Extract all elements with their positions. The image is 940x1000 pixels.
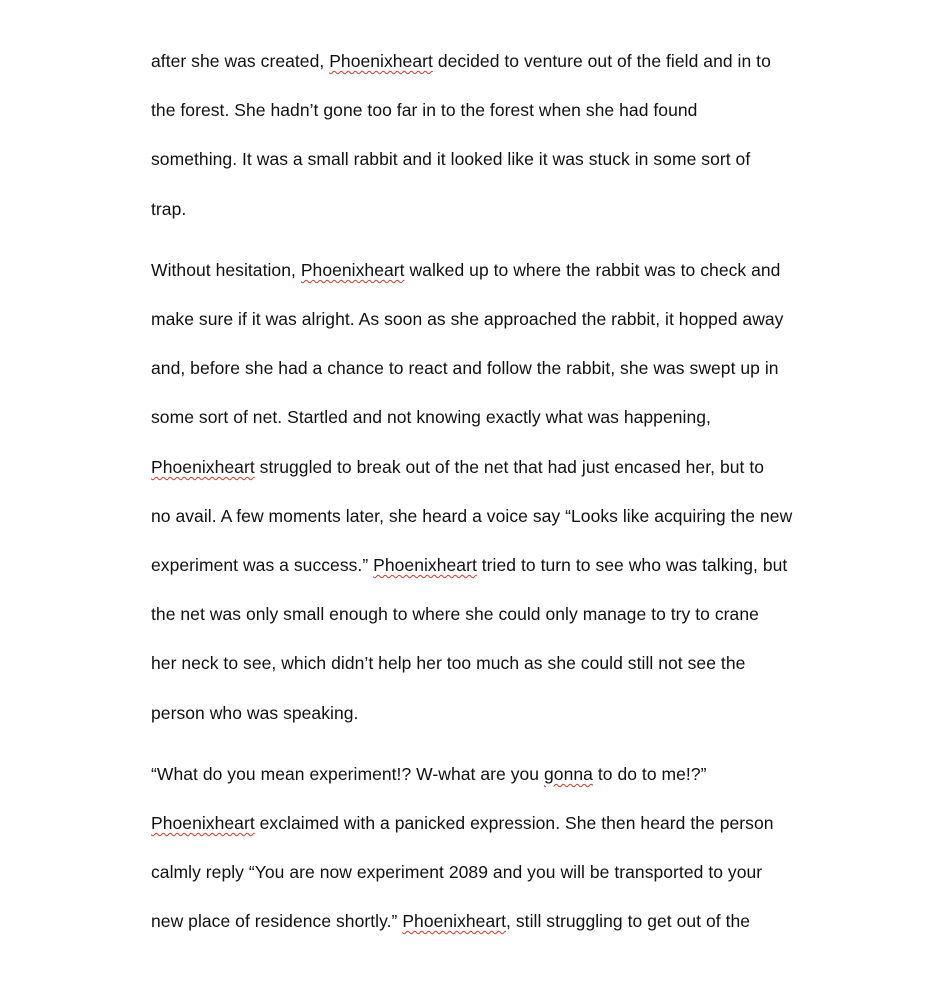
text-segment: walked up to where the rabbit was to check and [404, 260, 781, 280]
text-segment: her neck to see, which didn’t help her too much as she could still not see the [151, 653, 746, 673]
spellcheck-flagged-word: Phoenixheart [373, 555, 477, 575]
paragraph-2-line-4 [151, 406, 711, 428]
text-segment: , still struggling to get out of the [506, 911, 751, 931]
text-segment: calmly reply “You are now experiment 2089 and you will be transported to your [151, 862, 763, 882]
text-segment: person who was speaking. [151, 703, 359, 723]
text-segment: trap. [151, 199, 187, 219]
paragraph-2-line-10 [151, 702, 358, 724]
text-segment: the net was only small enough to where she could only manage to try to crane [151, 604, 759, 624]
paragraph-2-line-3 [151, 357, 779, 379]
paragraph-2-line-5 [151, 456, 764, 478]
text-segment: experiment was a success.” [151, 555, 374, 575]
text-segment: “What do you mean experiment!? W-what are you [151, 764, 544, 784]
spellcheck-flagged-word: Phoenixheart [151, 457, 255, 477]
text-segment: decided to venture out of the field and in to [432, 51, 771, 71]
paragraph-2-line-9 [151, 652, 745, 674]
paragraph-3-line-3 [151, 861, 762, 883]
text-segment: something. It was a small rabbit and it looked like it was stuck in some sort of [151, 149, 751, 169]
paragraph-1-line-4 [151, 198, 186, 220]
text-segment: struggled to break out of the net that had just encased her, but to [254, 457, 765, 477]
text-segment: tried to turn to see who was talking, but [476, 555, 788, 575]
text-segment: after she was created, [151, 51, 330, 71]
paragraph-3-line-1 [151, 763, 707, 785]
text-segment: the forest. She hadn’t gone too far in to the forest when she had found [151, 100, 698, 120]
spellcheck-flagged-word: Phoenixheart [329, 51, 433, 71]
spellcheck-flagged-word: gonna [544, 764, 593, 784]
spellcheck-flagged-word: Phoenixheart [300, 260, 405, 280]
text-segment: new place of residence shortly.” [151, 911, 403, 931]
text-segment: Without hesitation, [151, 260, 301, 280]
paragraph-1-line-1 [151, 50, 771, 72]
spellcheck-flagged-word: Phoenixheart [151, 813, 255, 833]
paragraph-2-line-1 [151, 259, 780, 281]
paragraph-2-line-7 [151, 554, 787, 576]
paragraph-3-line-4 [151, 910, 750, 932]
paragraph-2-line-6 [151, 505, 792, 527]
text-segment: to do to me!?” [592, 764, 707, 784]
text-segment: some sort of net. Startled and not knowing exactly what was happening, [151, 407, 711, 427]
paragraph-1-line-3 [151, 148, 750, 170]
text-segment: no avail. A few moments later, she heard a voice say “Looks like acquiring the new [151, 506, 793, 526]
paragraph-2-line-8 [151, 603, 759, 625]
text-segment: and, before she had a chance to react and follow the rabbit, she was swept up in [151, 358, 779, 378]
paragraph-3-line-2 [151, 812, 774, 834]
paragraph-1-line-2 [151, 99, 697, 121]
text-segment: exclaimed with a panicked expression. She then heard the person [254, 813, 774, 833]
paragraph-2-line-2 [151, 308, 783, 330]
text-segment: make sure if it was alright. As soon as she approached the rabbit, it hopped away [151, 309, 784, 329]
spellcheck-flagged-word: Phoenixheart [402, 911, 507, 931]
